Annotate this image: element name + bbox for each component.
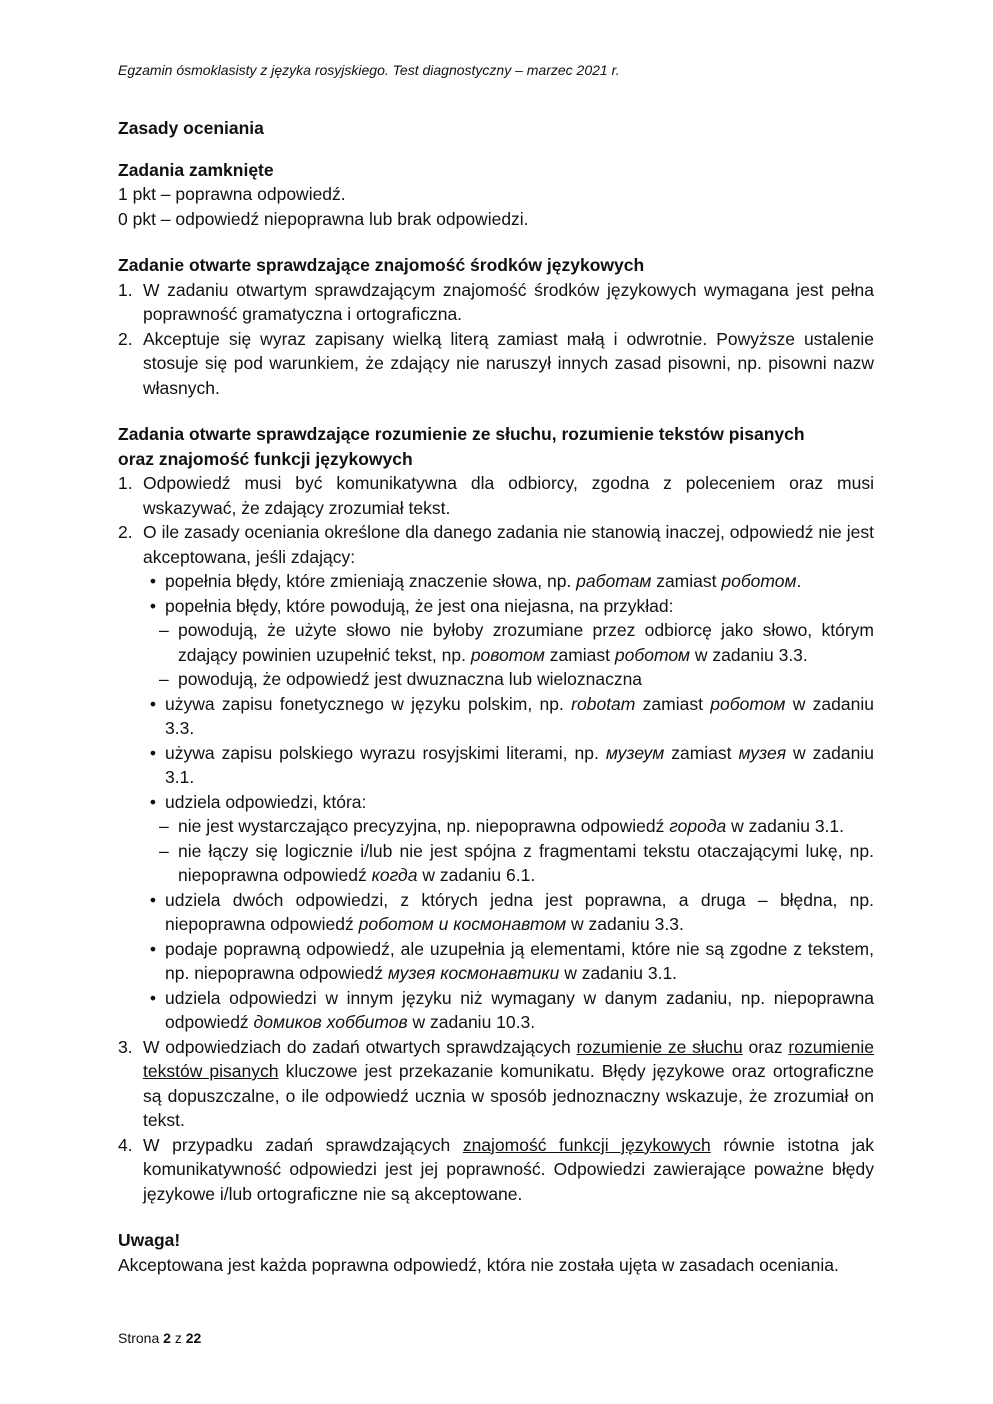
bullet-icon: •: [149, 889, 157, 910]
dash-icon: –: [159, 840, 169, 861]
bullet-item: [118, 937, 874, 986]
item-number: 4.: [118, 1134, 133, 1155]
dash-text: powodują, że odpowiedź jest dwuznaczna lub wieloznaczna: [178, 669, 643, 689]
footer-label: Strona: [118, 1330, 160, 1346]
dash-text: nie łączy się logicznie i/lub nie jest spójna z fragmentami tekstu otaczającymi lukę, np. niepoprawna odpowiedź когда w zadaniu 6.1.: [178, 840, 874, 885]
dash-item: [118, 618, 874, 667]
section-heading-cont: oraz znajomość funkcji językowych: [118, 448, 413, 469]
dash-item: [118, 839, 874, 888]
item-text: Odpowiedź musi być komunikatywna dla odbiorcy, zgodna z poleceniem oraz musi wskazywać, że zdający zrozumiał tekst.: [143, 473, 874, 518]
page-number: 2: [163, 1330, 171, 1346]
open-language-section: [118, 253, 874, 400]
bullet-icon: •: [149, 791, 157, 812]
page-title: Zasady oceniania: [118, 118, 264, 138]
page-total: 22: [185, 1330, 202, 1346]
bullet-text: udziela dwóch odpowiedzi, z których jedna jest poprawna, a druga – błędna, np. niepoprawna odpowiedź роботом и космонавтом w zadaniu 3.3.: [165, 889, 874, 934]
open-comprehension-section: [118, 422, 874, 1206]
list-item: [118, 471, 874, 520]
list-item: [118, 1035, 874, 1133]
list-item: [118, 278, 874, 327]
item-text: Akceptuje się wyraz zapisany wielką literą zamiast małą i odwrotnie. Powyższe ustalenie stosuje się pod warunkiem, że zdający nie naruszył innych zasad pisowni, np. pisowni nazw własnych.: [143, 328, 874, 398]
item-number: 1.: [118, 279, 133, 300]
dash-icon: –: [159, 669, 169, 689]
section-heading: Zadanie otwarte sprawdzające znajomość środków językowych: [118, 255, 645, 275]
list-item: [118, 327, 874, 401]
item-number: 2.: [118, 522, 133, 542]
bullet-item: [118, 888, 874, 937]
list-item: [118, 520, 874, 569]
bullet-icon: •: [149, 693, 157, 714]
document-body: [118, 116, 874, 1277]
bullet-icon: •: [149, 595, 157, 616]
page-header: Egzamin ósmoklasisty z języka rosyjskiego. Test diagnostyczny – marzec 2021 r.: [118, 62, 620, 78]
bullet-icon: •: [149, 938, 157, 959]
bullet-item: [118, 741, 874, 790]
dash-icon: –: [159, 816, 169, 836]
section-heading: Zadania zamknięte: [118, 159, 274, 180]
note-heading: Uwaga!: [118, 1230, 181, 1250]
bullet-text: popełnia błędy, które powodują, że jest ona niejasna, na przykład:: [165, 595, 674, 616]
dash-item: [118, 814, 874, 839]
item-text: W odpowiedziach do zadań otwartych sprawdzających rozumienie ze słuchu oraz rozumienie tekstów pisanych kluczowe jest przekazanie komunikatu. Błędy językowe oraz ortograficzne są dopuszczalne, o ile odpowiedź ucznia w sposób jednoznaczny wskazuje, że zrozumiał on tekst.: [143, 1036, 874, 1130]
bullet-icon: •: [149, 571, 157, 591]
section-heading: Zadania otwarte sprawdzające rozumienie ze słuchu, rozumienie tekstów pisanych: [118, 424, 805, 444]
score-line: 0 pkt – odpowiedź niepoprawna lub brak odpowiedzi.: [118, 208, 529, 229]
bullet-text: udziela odpowiedzi, która:: [165, 791, 367, 812]
closed-tasks-section: [118, 158, 874, 232]
note-section: [118, 1228, 874, 1277]
bullet-text: podaje poprawną odpowiedź, ale uzupełnia ją elementami, które nie są zgodne z tekstem, np. niepoprawna odpowiedź музея космонавтики w zadaniu 3.1.: [165, 938, 874, 983]
bullet-text: udziela odpowiedzi w innym języku niż wymagany w danym zadaniu, np. niepoprawna odpowiedź домиков хоббитов w zadaniu 10.3.: [165, 987, 874, 1032]
item-number: 2.: [118, 328, 133, 349]
dash-item: [118, 667, 874, 692]
bullet-text: popełnia błędy, które zmieniają znaczenie słowa, np. работам zamiast роботом.: [165, 571, 802, 591]
bullet-item: [118, 692, 874, 741]
list-item: [118, 1133, 874, 1207]
bullet-text: używa zapisu polskiego wyrazu rosyjskimi literami, np. музеум zamiast музея w zadaniu 3.1.: [165, 742, 874, 787]
dash-text: powodują, że użyte słowo nie byłoby zrozumiane przez odbiorcę jako słowo, którym zdający powinien uzupełnić tekst, np. ровотом zamiast роботом w zadaniu 3.3.: [178, 620, 874, 665]
item-text: W zadaniu otwartym sprawdzającym znajomość środków językowych wymagana jest pełna poprawność gramatyczna i ortograficzna.: [143, 279, 874, 324]
item-number: 1.: [118, 473, 133, 493]
bullet-item: [118, 986, 874, 1035]
dash-text: nie jest wystarczająco precyzyjna, np. niepoprawna odpowiedź города w zadaniu 3.1.: [178, 816, 845, 836]
bullet-item: [118, 569, 874, 594]
page-footer: [118, 1326, 201, 1351]
item-text: O ile zasady oceniania określone dla danego zadania nie stanowią inaczej, odpowiedź nie jest akceptowana, jeśli zdający:: [143, 522, 874, 567]
footer-of: z: [174, 1330, 182, 1346]
bullet-icon: •: [149, 987, 157, 1008]
item-number: 3.: [118, 1036, 133, 1057]
item-text: W przypadku zadań sprawdzających znajomość funkcji językowych równie istotna jak komunikatywność odpowiedzi jest jej poprawność. Odpowiedzi zawierające poważne błędy językowe i/lub ortograficzne nie są akceptowane.: [143, 1134, 874, 1204]
dash-icon: –: [159, 620, 169, 640]
bullet-item: [118, 790, 874, 815]
bullet-icon: •: [149, 742, 157, 763]
note-text: Akceptowana jest każda poprawna odpowiedź, która nie została ujęta w zasadach oceniania.: [118, 1254, 839, 1275]
bullet-text: używa zapisu fonetycznego w języku polskim, np. robotam zamiast роботом w zadaniu 3.3.: [165, 693, 874, 738]
bullet-item: [118, 594, 874, 619]
score-line: 1 pkt – poprawna odpowiedź.: [118, 184, 346, 204]
